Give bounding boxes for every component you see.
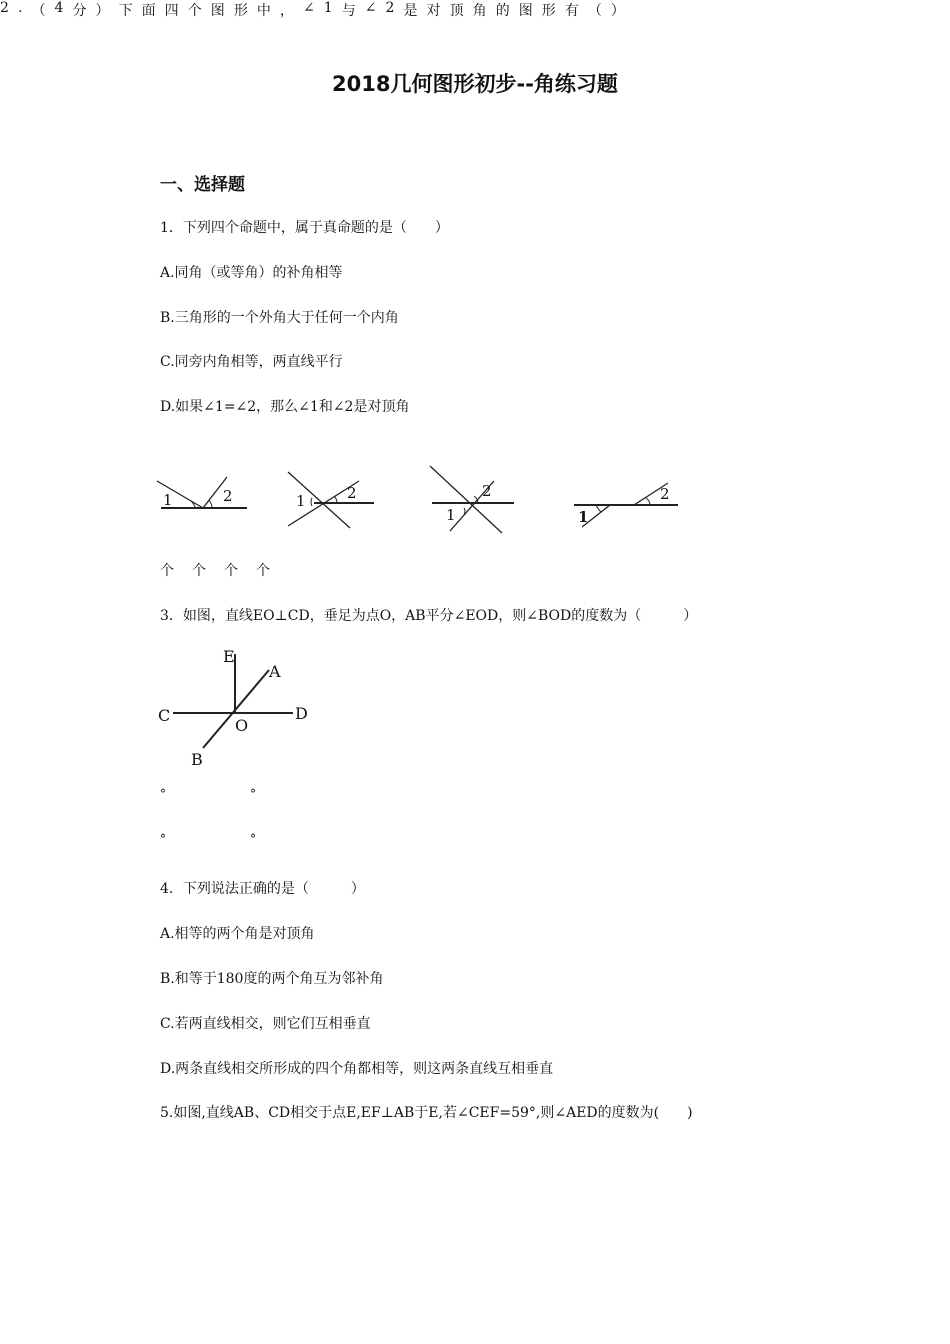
q5-stem: 5.如图,直线AB、CD相交于点E,EF⊥AB于E,若∠CEF=59°,则∠AED的度数为( ) [160,1105,693,1121]
q2-stem-char: 2 [0,0,9,16]
q2-stem-char: 图 [210,3,225,19]
q2-stem-char: 是 [403,3,418,19]
q2-stem-char: 个 [187,3,202,19]
angle-1-label: 1 [296,492,306,510]
q2-stem-char: 中 [256,3,271,19]
q2-stem-char: ∠ [364,0,377,16]
q2-answer-row: 个 个 个 个 [160,563,272,579]
label-a: A [269,662,281,681]
q2-figure-1 [155,465,255,520]
q4-option-a: A.相等的两个角是对顶角 [160,926,315,942]
q1-option-a: A.同角（或等角）的补角相等 [160,265,343,281]
q2-stem-char: 4 [54,0,64,16]
q2-stem-char: 有 [564,3,579,19]
q2-stem-char: ） [95,3,110,19]
angle-2-label: 2 [223,487,233,505]
page-title: 2018几何图形初步--角练习题 [332,72,618,96]
q2-stem-char: . [17,0,23,16]
q2-stem-char: 顶 [449,3,464,19]
label-e: E [223,647,235,666]
q2-stem-char: 1 [323,0,333,16]
q3-option-row-1: ° ° [160,787,257,801]
q2-stem-char: 图 [518,3,533,19]
q2-stem-char: 面 [141,3,156,19]
q2-figure-4 [572,475,682,530]
q4-option-b: B.和等于180度的两个角互为邻补角 [160,971,384,987]
q2-stem-char: 形 [233,3,248,19]
q2-stem [0,0,625,20]
q2-stem-char: 2 [385,0,395,16]
section-title: 一、选择题 [160,175,245,195]
q4-option-d: D.两条直线相交所形成的四个角都相等，则这两条直线互相垂直 [160,1061,554,1077]
label-b: B [191,750,203,769]
label-d: D [295,704,308,723]
angle-2-label: 2 [482,482,492,500]
angle-2-label: 2 [347,484,357,502]
q3-figure [155,640,315,770]
q3-option-row-2: ° ° [160,832,257,846]
q2-stem-char: 与 [341,3,356,19]
q2-stem-char: ） [610,3,625,19]
q4-option-c: C.若两直线相交，则它们互相垂直 [160,1016,371,1032]
q2-stem-char: ∠ [302,0,315,16]
q2-stem-char: 角 [472,3,487,19]
q3-stem: 3．如图，直线EO⊥CD，垂足为点O，AB平分∠EOD，则∠BOD的度数为（ ） [160,608,698,624]
label-o: O [235,716,249,735]
q2-stem-char: 对 [426,3,441,19]
q1-stem: 1．下列四个命题中，属于真命题的是（ ） [160,220,449,236]
q2-stem-char: ， [279,3,294,19]
angle-1-label: 1 [163,491,173,509]
q1-option-c: C.同旁内角相等，两直线平行 [160,354,343,370]
q1-option-b: B.三角形的一个外角大于任何一个内角 [160,310,399,326]
q2-stem-char: （ [587,3,602,19]
q2-stem-char: 分 [72,3,87,19]
q2-stem-char: 形 [541,3,556,19]
q1-option-d: D.如果∠1=∠2，那么∠1和∠2是对顶角 [160,399,410,415]
q2-stem-char: 下 [118,3,133,19]
label-c: C [158,706,171,725]
q2-stem-char: 的 [495,3,510,19]
q2-figure-2 [284,468,379,530]
q4-stem: 4．下列说法正确的是（ ） [160,881,365,897]
q2-stem-char: 四 [164,3,179,19]
q2-stem-char: （ [31,3,46,19]
angle-1-label: 1 [446,506,456,524]
q2-figure-3 [428,463,516,535]
angle-1-label: 1 [578,508,589,526]
angle-2-label: 2 [660,485,670,503]
